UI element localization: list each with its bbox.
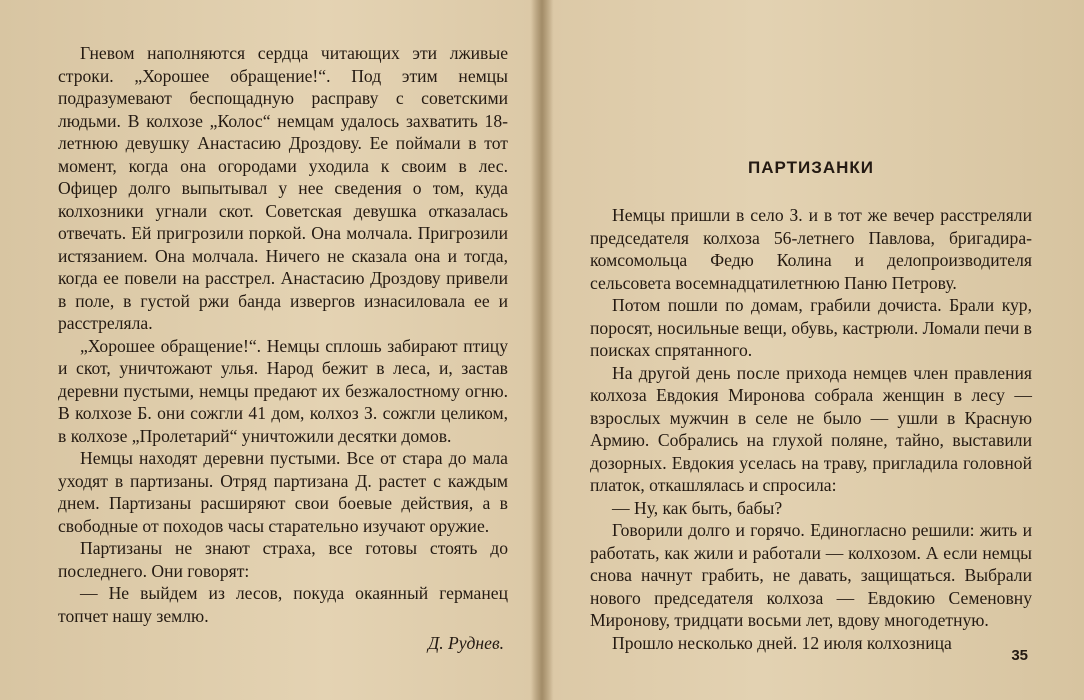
left-paragraph-1: Гневом наполняются сердца читающих эти лживые строки. „Хорошее обращение!“. Под этим немцы подразумевают беспощадную расправу с советскими людьми. В колхозе „Колос“ немцам удалось захватить 18-летнюю девушку Анастасию Дроздову. Ее поймали в тот момент, когда она огородами уходила к своим в лес. Офицер долго выпытывал у нее сведения о том, куда колхозники угнали скот. Советская девушка отказалась отвечать. Ей пригрозили поркой. Она молчала. Пригрозили истязанием. Она молчала. Ничего не сказала она и тогда, когда ее повели на расстрел. Анастасию Дроздову привели в поле, в густой ржи банда извергов изнасиловала ее и расстреляла.	[58, 43, 508, 333]
right-paragraph-5: Говорили долго и горячо. Единогласно решили: жить и работать, как жили и работали — колхозом. А если немцы снова начнут грабить, не давать, защищаться. Выбрали нового председателя колхоза — Евдокию Семеновну Миронову, тридцати восьми лет, вдову многодетную.	[590, 520, 1032, 630]
right-paragraph-1: Немцы пришли в село З. и в тот же вечер расстреляли председателя колхоза 56-летнего Павлова, бригадира-комсомольца Федю Колина и делопроизводителя сельсовета восемнадцатилетнюю Паню Петрову.	[590, 205, 1032, 293]
right-paragraph-6: Прошло несколько дней. 12 июля колхозница	[612, 632, 952, 653]
chapter-title: ПАРТИЗАНКИ	[747, 158, 874, 177]
left-paragraph-3: Немцы находят деревни пустыми. Все от стара до мала уходят в партизаны. Отряд партизана Д. растет с каждым днем. Партизаны расширяют свои боевые действия, а в свободные от походов часы старательно изучают оружие.	[58, 448, 508, 536]
left-paragraph-5: — Не выйдем из лесов, покуда окаянный германец топчет нашу землю.	[58, 583, 508, 626]
right-page	[542, 0, 1084, 700]
author-signature: Д. Руднев.	[428, 633, 504, 653]
left-paragraph-2: „Хорошее обращение!“. Немцы сплошь забирают птицу и скот, уничтожают улья. Народ бежит в леса, и, застав деревни пустыми, немцы предают их безжалостному огню. В колхозе Б. они сожгли 41 дом, колхоз З. сожгли целиком, в колхозе „Пролетарий“ уничтожили десятки домов.	[58, 335, 508, 446]
page-number: 35	[1011, 647, 1028, 664]
right-paragraph-3: На другой день после прихода немцев член правления колхоза Евдокия Миронова собрала женщин в лесу — взрослых мужчин в селе не было — ушли в Красную Армию. Собрались на глухой поляне, тайно, выставили дозорных. Евдокия уселась на траву, пригладила головной платок, откашлялась и спросила:	[590, 362, 1032, 495]
right-paragraph-4: — Ну, как быть, бабы?	[612, 497, 783, 518]
right-paragraph-2: Потом пошли по домам, грабили дочиста. Брали кур, поросят, носильные вещи, обувь, кастрюли. Ломали печи в поисках спрятанного.	[590, 295, 1032, 360]
left-paragraph-4: Партизаны не знают страха, все готовы стоять до последнего. Они говорят:	[58, 538, 508, 581]
